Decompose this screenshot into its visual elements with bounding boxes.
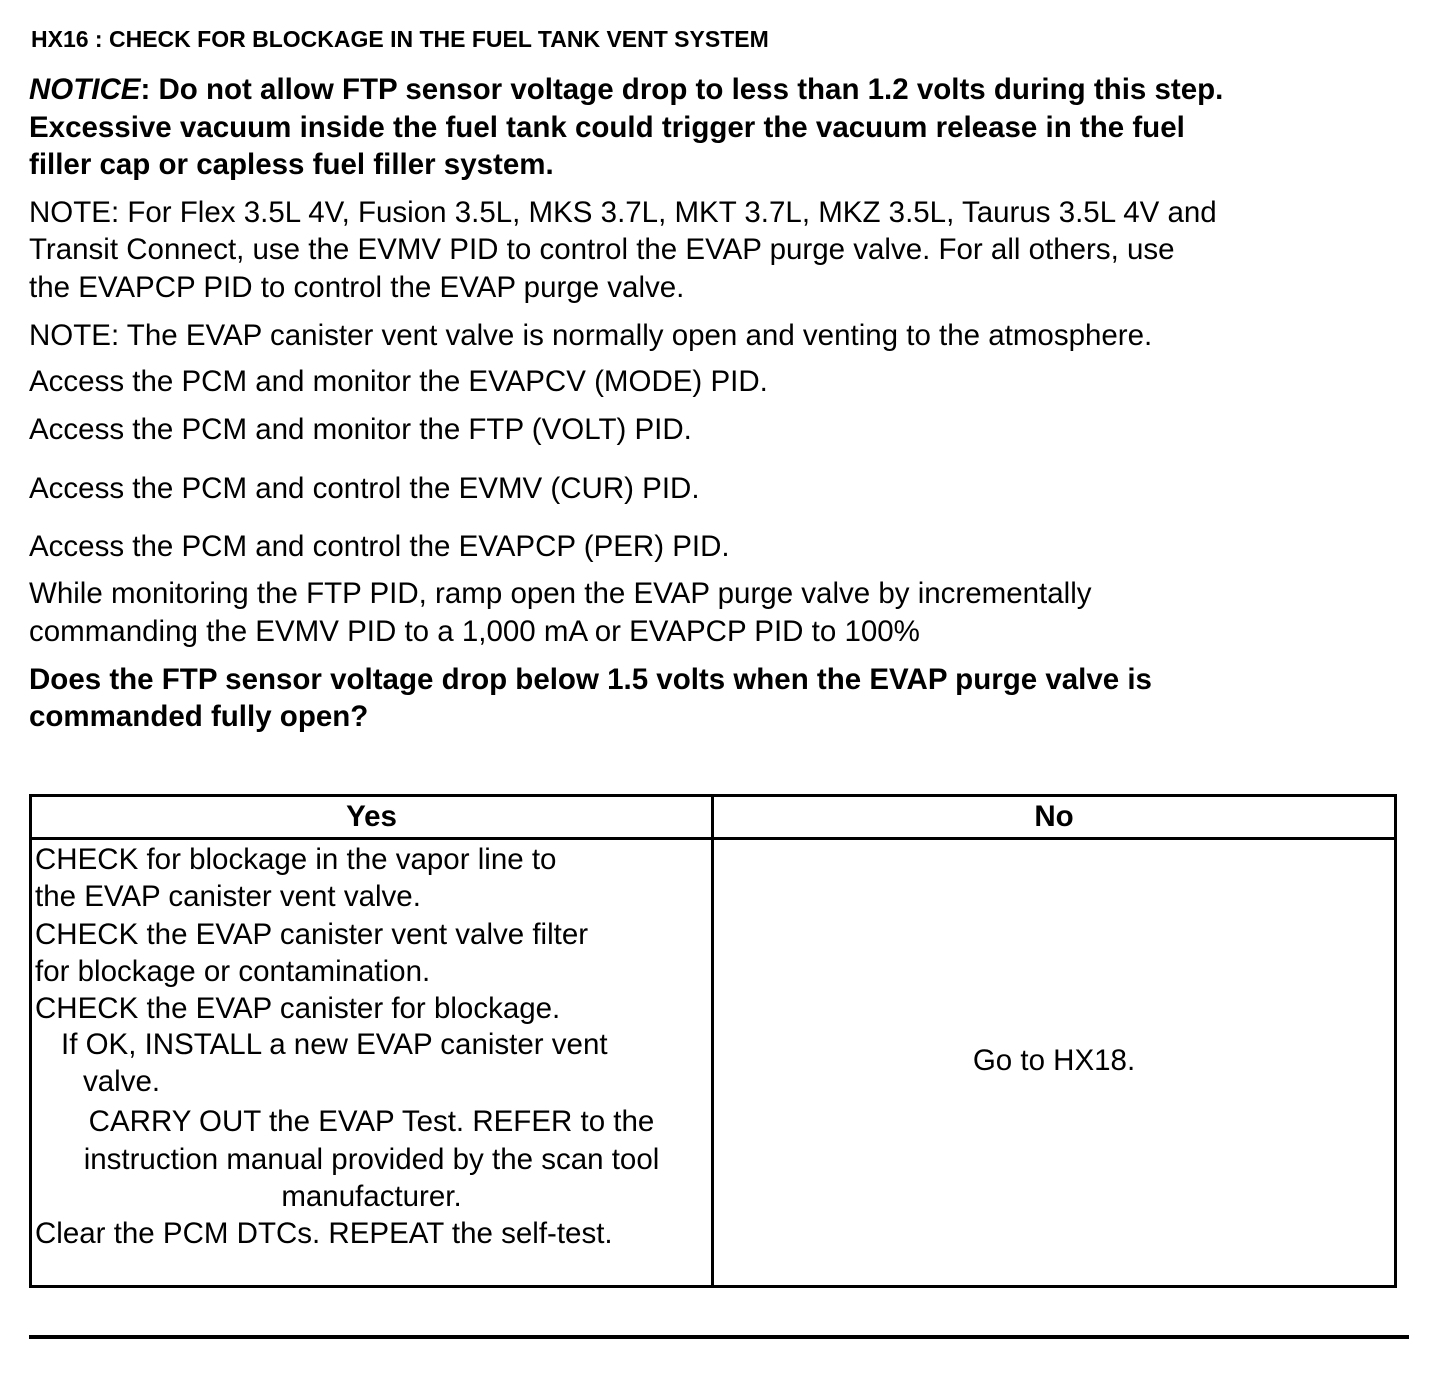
question-line-2: commanded fully open?	[29, 700, 369, 733]
yes-action-line: the EVAP canister vent valve.	[35, 880, 421, 913]
note1-line-3: the EVAPCP PID to control the EVAP purge valve.	[29, 271, 685, 304]
yes-action-line: manufacturer.	[281, 1180, 462, 1213]
yes-action-line: CHECK the EVAP canister vent valve filter	[35, 918, 589, 951]
yes-action-line: Clear the PCM DTCs. REPEAT the self-test.	[35, 1217, 613, 1250]
yes-action-line: CHECK for blockage in the vapor line to	[35, 843, 557, 876]
no-action: Go to HX18.	[972, 1044, 1136, 1077]
yes-action-line: If OK, INSTALL a new EVAP canister vent	[61, 1028, 608, 1061]
question-line-1: Does the FTP sensor voltage drop below 1.5 volts when the EVAP purge valve is	[29, 663, 1152, 696]
yes-action-line: CHECK the EVAP canister for blockage.	[35, 992, 561, 1025]
step-monitor-ftp: Access the PCM and monitor the FTP (VOLT) PID.	[29, 413, 692, 446]
yes-header: Yes	[346, 800, 397, 833]
ramp-line-1: While monitoring the FTP PID, ramp open the EVAP purge valve by incrementally	[29, 577, 1092, 610]
result-table	[29, 794, 1397, 1288]
bottom-rule	[29, 1335, 1409, 1339]
notice-text: : Do not allow FTP sensor voltage drop to less than 1.2 volts during this step.	[140, 73, 1224, 106]
note1-line-2: Transit Connect, use the EVMV PID to control the EVAP purge valve. For all others, use	[29, 233, 1175, 266]
table-header-divider	[32, 837, 1394, 840]
step-heading: HX16 : CHECK FOR BLOCKAGE IN THE FUEL TANK VENT SYSTEM	[31, 26, 769, 52]
notice-line-3: filler cap or capless fuel filler system.	[29, 148, 554, 181]
note2: NOTE: The EVAP canister vent valve is normally open and venting to the atmosphere.	[29, 319, 1153, 352]
note1-line-1: NOTE: For Flex 3.5L 4V, Fusion 3.5L, MKS 3.7L, MKT 3.7L, MKZ 3.5L, Taurus 3.5L 4V and	[29, 196, 1217, 229]
step-control-evmv: Access the PCM and control the EVMV (CUR) PID.	[29, 472, 700, 505]
yes-action-line: valve.	[83, 1065, 161, 1098]
ramp-line-2: commanding the EVMV PID to a 1,000 mA or EVAPCP PID to 100%	[29, 615, 920, 648]
table-column-divider	[711, 797, 714, 1285]
yes-action-line: instruction manual provided by the scan tool	[83, 1143, 660, 1176]
no-header: No	[1034, 800, 1074, 833]
step-control-evapcp: Access the PCM and control the EVAPCP (PER) PID.	[29, 530, 730, 563]
yes-action-line: for blockage or contamination.	[35, 955, 431, 988]
notice-line-2: Excessive vacuum inside the fuel tank could trigger the vacuum release in the fuel	[29, 111, 1185, 144]
yes-action-line: CARRY OUT the EVAP Test. REFER to the	[88, 1105, 655, 1138]
notice-line-1	[29, 71, 1223, 109]
notice-label: NOTICE	[29, 73, 141, 106]
step-monitor-evapcv: Access the PCM and monitor the EVAPCV (MODE) PID.	[29, 365, 768, 398]
